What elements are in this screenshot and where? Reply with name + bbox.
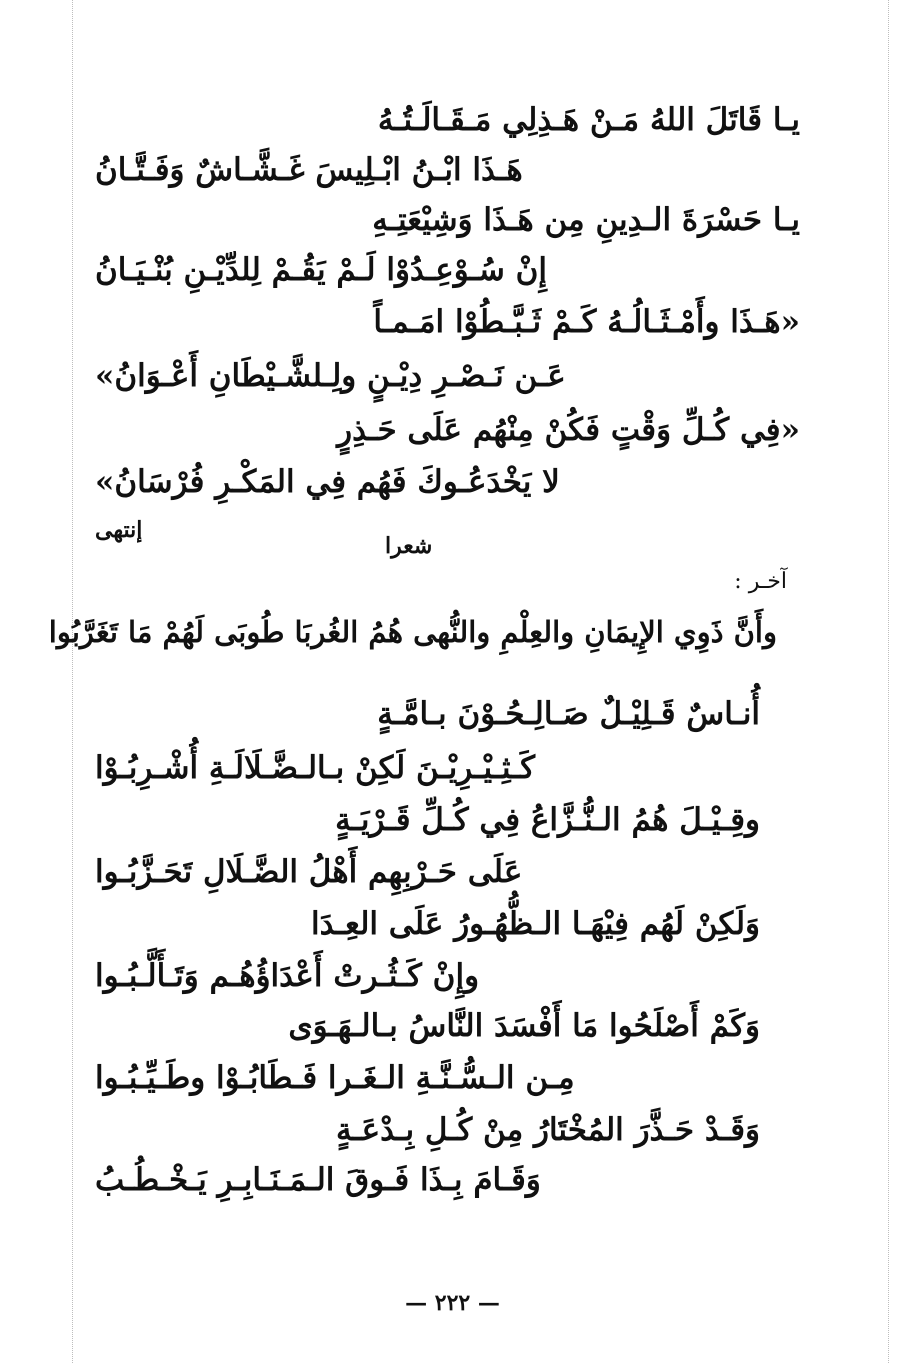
verse-line: إِنْ سُـوْعِـدُوْا لَـمْ يَقُـمْ لِلدِّيْـنِ بُنْـيَـانُ	[95, 252, 548, 288]
verse-line: وإِنْ كَـثُـرتْ أَعْدَاؤُهُـم وَتَـأَلَّـبُـوا	[95, 958, 480, 994]
scan-margin-right	[888, 0, 889, 1363]
verse-line: وَقَـامَ بِـذَا فَـوقَ الـمَـنَـابِـرِ يَـخْـطُـبُ	[95, 1162, 541, 1198]
verse-line: «هَـذَا وأَمْـثَـالُـهُ كَـمْ ثَـبَّـطُوْا امَـمـاً	[373, 304, 800, 340]
verse-line: يـا حَسْرَةَ الـدِينِ مِن هَـذَا وَشِيْعَتِـهِ	[372, 202, 800, 238]
verse-line: وَقَـدْ حَـذَّرَ المُخْتَارُ مِنْ كُـلِ بِـدْعَـةٍ	[335, 1112, 760, 1148]
scan-margin-left	[72, 0, 73, 1363]
intro-label: آخـر :	[734, 569, 787, 594]
verse-line: مِـن الـسُّـنَّـةِ الـغَـرا فَـطَابُـوْا وطَـيِّـبُـوا	[95, 1060, 575, 1096]
end-mark: إنتهى	[95, 517, 143, 543]
verse-line: «فِي كُـلِّ وَقْتٍ فَكُنْ مِنْهُم عَلَى حَـذِرٍ	[337, 412, 800, 448]
verse-line: عَـن نَـصْـرِ دِيْـنٍ ولِـلشَّـيْطَانِ أَعْـوَانُ»	[95, 358, 566, 394]
verse-line: وقِـيْـلَ هُمُ الـنُّـزَّاعُ فِي كُـلِّ قَـرْيَـةٍ	[335, 802, 760, 838]
verse-line: أُنـاسٌ قَـلِيْـلٌ صَـالِـحُـوْنَ بـامَّـةٍ	[377, 696, 760, 732]
verse-line: وَكَمْ أَصْلَحُوا مَا أَفْسَدَ النَّاسُ بـالـهَـوَى	[288, 1008, 760, 1044]
verse-line: لا يَخْدَعُـوكَ فَهُم فِي المَكْـرِ فُرْسَانُ»	[95, 464, 560, 500]
verse-line: كَـثِـيْـرِيْـنَ لَكِنْ بـالـضَّـلَالَـةِ أُشْـرِبُـوْا	[95, 750, 536, 786]
verse-line: يـا قَاتَلَ اللهُ مَـنْ هَـذِلِي مَـقَـالَـتُـهُ	[377, 102, 800, 138]
section-heading: شعرا	[385, 533, 433, 559]
verse-line: وَلَكِنْ لَهُم فِيْهَـا الـظُّهُـورُ عَلَى العِـدَا	[311, 906, 760, 942]
verse-line: هَـذَا ابْـنُ ابْـلِيسَ غَـشَّـاشٌ وَفَـتَّـانُ	[95, 152, 523, 188]
verse-line: عَلَى حَـرْبِهِم أَهْلُ الضَّـلَالِ تَحَـزَّبُـوا	[95, 854, 523, 890]
verse-opening-line: وأَنَّ ذَوِي الإِيمَانِ والعِلْمِ والنُّهى هُمُ الغُربَا طُوبَى لَهُمْ مَا تَغَرَّبُوا	[48, 615, 777, 649]
page-number: — ٢٢٢ —	[405, 1290, 500, 1316]
